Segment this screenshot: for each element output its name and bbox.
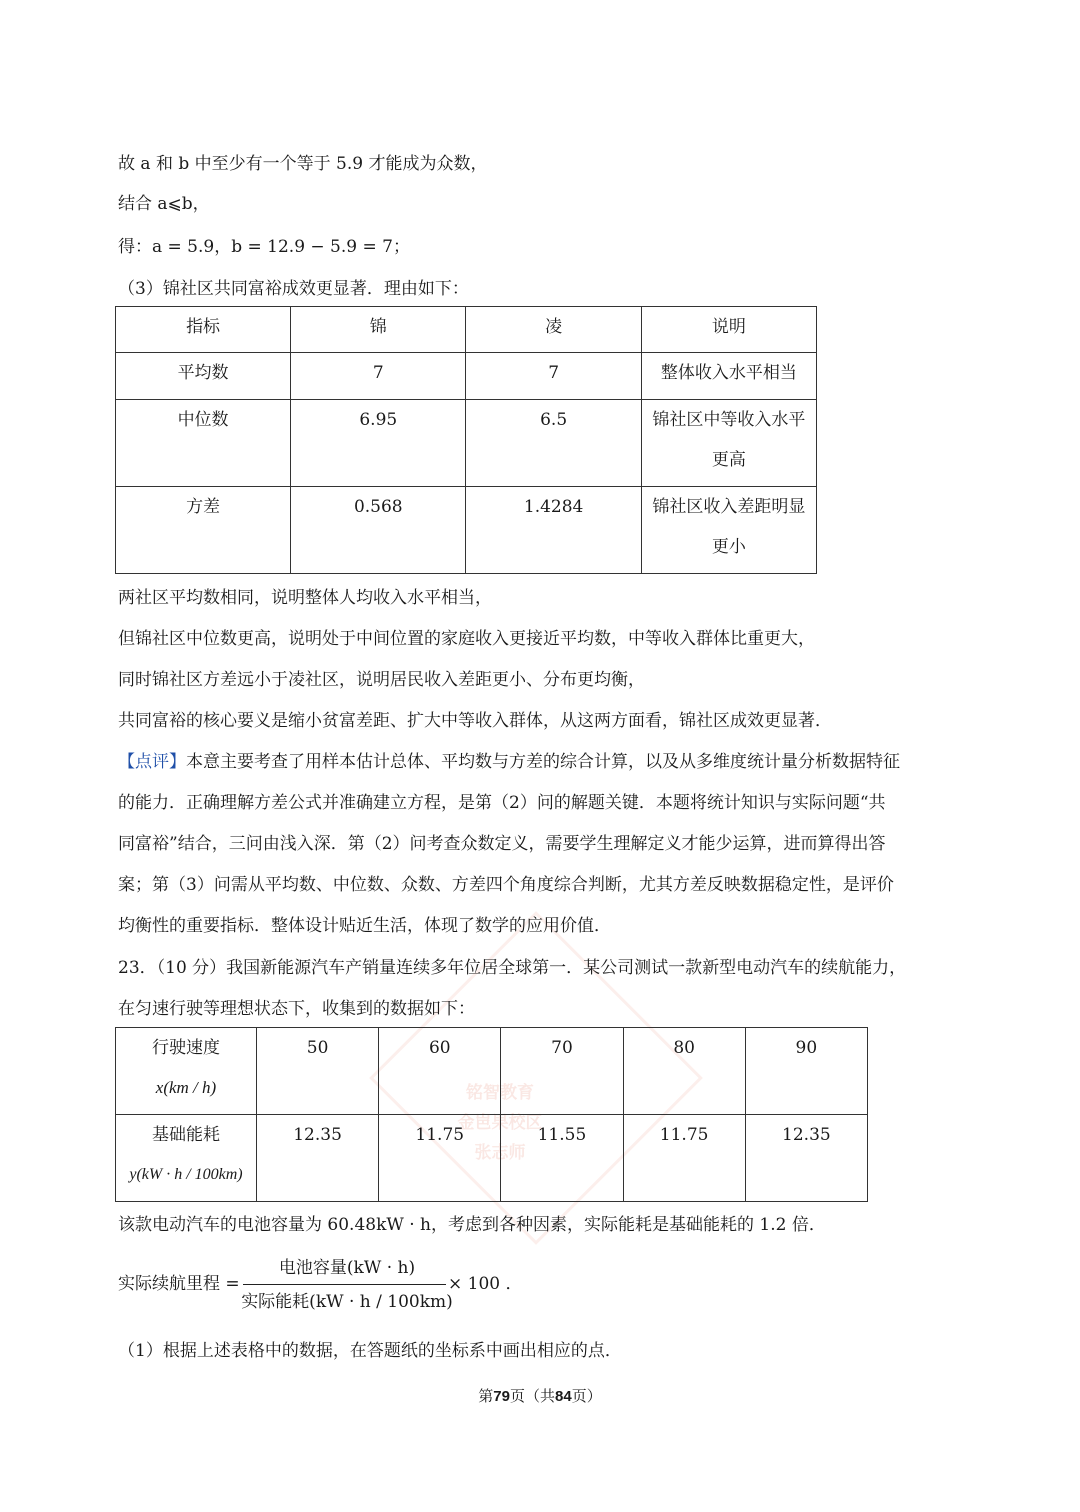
- question-23-line-2: 在匀速行驶等理想状态下，收集到的数据如下：: [118, 999, 475, 1019]
- table-cell: 70: [501, 1028, 623, 1115]
- question-23-line-1: 23．（10 分）我国新能源汽车产销量连续多年位居全球第一．某公司测试一款新型电动汽车的续航能力，: [118, 958, 907, 978]
- watermark-line-2: 金岜果校区: [457, 1113, 543, 1133]
- table-cell: 7: [466, 353, 641, 400]
- table-header-cell: 指标: [116, 307, 291, 353]
- explanation-line-4: 共同富裕的核心要义是缩小贫富差距、扩大中等收入群体，从这两方面看，锦社区成效更显著．: [118, 711, 832, 731]
- table-label-cell: [116, 1028, 257, 1115]
- footer-suffix: 页）: [571, 1387, 602, 1405]
- formula-right: × 100 ．: [448, 1274, 523, 1294]
- formula-denominator: 实际能耗(kW · h / 100km): [241, 1292, 453, 1312]
- table-cell-line: 更小: [711, 537, 746, 557]
- battery-capacity-line: 该款电动汽车的电池容量为 60.48kW · h，考虑到各种因素，实际能耗是基础能耗的 1.2 倍．: [118, 1215, 826, 1235]
- comment-line-1: [118, 750, 900, 774]
- footer-prefix: 第: [478, 1387, 494, 1405]
- table-cell-line: 锦社区收入差距明显: [652, 497, 806, 517]
- table-cell: 60: [379, 1028, 501, 1115]
- solution-line-3: 得：a = 5.9，b = 12.9 − 5.9 = 7；: [118, 237, 410, 257]
- table-header-cell: 锦: [291, 307, 466, 353]
- comparison-table: [115, 306, 817, 574]
- comment-line-3: 同富裕”结合，三问由浅入深．第（2）问考查众数定义，需要学生理解定义才能少运算，进而算得出答: [118, 834, 886, 854]
- table-header-cell: 凌: [466, 307, 641, 353]
- watermark-line-1: 铭智教育: [466, 1083, 534, 1103]
- comment-text: 本意主要考查了用样本估计总体、平均数与方差的综合计算，以及从多维度统计量分析数据特征: [186, 752, 900, 772]
- table-header-row: [116, 307, 817, 353]
- table-cell: 1.4284: [466, 487, 641, 574]
- table-row-speed: [116, 1028, 868, 1115]
- energy-unit: y(kW · h / 100km): [129, 1166, 243, 1183]
- table-cell: 整体收入水平相当: [641, 353, 816, 400]
- table-label-cell: [116, 1115, 257, 1202]
- table-cell: 平均数: [116, 353, 291, 400]
- footer-mid: 页（共: [509, 1387, 555, 1405]
- sub-question-1: （1）根据上述表格中的数据，在答题纸的坐标系中画出相应的点．: [118, 1341, 622, 1361]
- table-row: [116, 400, 817, 487]
- ev-data-table: [115, 1027, 868, 1202]
- table-header-cell: 说明: [641, 307, 816, 353]
- table-cell: 7: [291, 353, 466, 400]
- explanation-line-3: 同时锦社区方差远小于凌社区，说明居民收入差距更小、分布更均衡，: [118, 670, 645, 690]
- speed-label: 行驶速度: [151, 1038, 220, 1058]
- energy-label: 基础能耗: [151, 1125, 220, 1145]
- solution-line-1: 故 a 和 b 中至少有一个等于 5.9 才能成为众数，: [118, 154, 488, 174]
- table-cell: [641, 487, 816, 574]
- solution-line-4: （3）锦社区共同富裕成效更显著．理由如下：: [118, 279, 469, 299]
- explanation-line-1: 两社区平均数相同，说明整体人均收入水平相当，: [118, 588, 492, 608]
- current-page-number: 79: [493, 1388, 510, 1405]
- table-cell: [641, 400, 816, 487]
- table-cell: 11.75: [623, 1115, 745, 1202]
- table-row: [116, 353, 817, 400]
- table-row-energy: [116, 1115, 868, 1202]
- table-cell: 90: [745, 1028, 867, 1115]
- comment-line-2: 的能力．正确理解方差公式并准确建立方程，是第（2）问的解题关键．本题将统计知识与实际问题“共: [118, 793, 886, 813]
- speed-unit: x(km / h): [155, 1078, 217, 1097]
- table-cell: 50: [256, 1028, 378, 1115]
- explanation-line-2: 但锦社区中位数更高，说明处于中间位置的家庭收入更接近平均数，中等收入群体比重更大，: [118, 629, 815, 649]
- table-cell-line: 锦社区中等收入水平: [652, 410, 806, 430]
- solution-line-2: 结合 a⩽b，: [118, 194, 210, 214]
- table-cell-line: 更高: [711, 450, 746, 470]
- table-cell: 11.75: [379, 1115, 501, 1202]
- comment-line-5: 均衡性的重要指标．整体设计贴近生活，体现了数学的应用价值．: [118, 916, 611, 936]
- formula-left: 实际续航里程 =: [118, 1274, 240, 1294]
- table-cell: 6.95: [291, 400, 466, 487]
- table-cell: 12.35: [256, 1115, 378, 1202]
- comment-tag: 【点评】: [118, 752, 186, 772]
- table-cell: 方差: [116, 487, 291, 574]
- table-cell: 11.55: [501, 1115, 623, 1202]
- page-footer: [0, 1385, 1080, 1406]
- watermark-line-3: 张志师: [474, 1143, 526, 1163]
- table-cell: 0.568: [291, 487, 466, 574]
- fraction-bar: [243, 1284, 446, 1285]
- table-cell: 中位数: [116, 400, 291, 487]
- table-cell: 12.35: [745, 1115, 867, 1202]
- table-cell: 80: [623, 1028, 745, 1115]
- comment-line-4: 案；第（3）问需从平均数、中位数、众数、方差四个角度综合判断，尤其方差反映数据稳定性，是评价: [118, 875, 894, 895]
- table-row: [116, 487, 817, 574]
- total-page-number: 84: [555, 1388, 572, 1405]
- formula-numerator: 电池容量(kW · h): [278, 1258, 416, 1278]
- table-cell: 6.5: [466, 400, 641, 487]
